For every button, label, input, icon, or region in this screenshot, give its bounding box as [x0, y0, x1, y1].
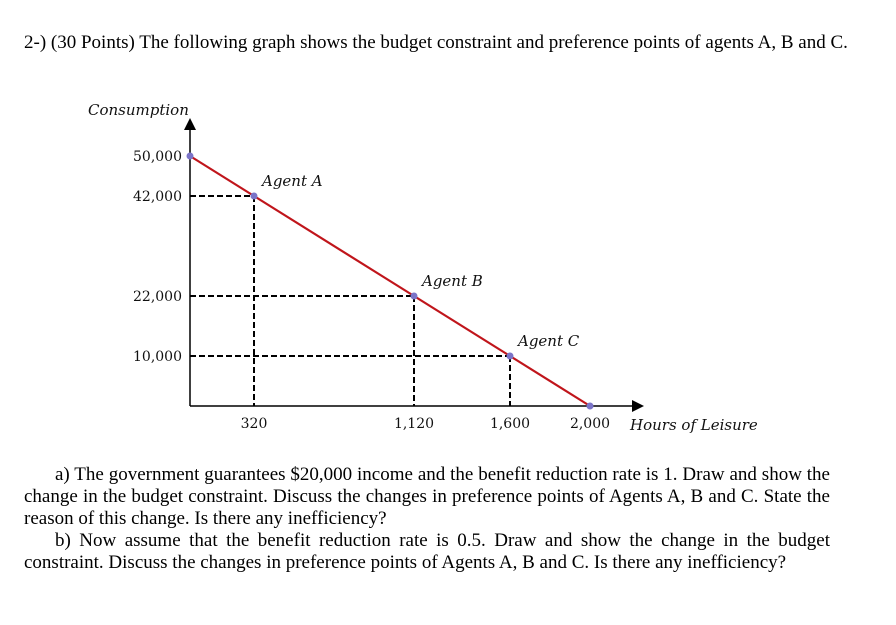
x-tick-label: 320 [240, 416, 268, 432]
agent-c-label: Agent C [518, 332, 580, 350]
agent-b-label: Agent B [422, 272, 483, 290]
x-tick-label: 2,000 [569, 416, 611, 432]
part-b-text: b) Now assume that the benefit reduction rate is 0.5. Draw and show the change in the budget constraint. Discuss the changes in preference points of Agents A, B and C. Is there any inefficiency? [24, 530, 830, 573]
y-tick-label: 50,000 [133, 149, 182, 165]
y-axis-title: Consumption [88, 101, 189, 119]
question-parts [24, 464, 830, 574]
agent-b-point [411, 293, 418, 300]
agent-c-point [507, 353, 514, 360]
x-tick-label: 1,600 [489, 416, 531, 432]
agent-a-label: Agent A [262, 172, 323, 190]
y-tick-label: 42,000 [133, 189, 182, 205]
part-a-text: a) The government guarantees $20,000 income and the benefit reduction rate is 1. Draw and show the change in the budget constraint. Discuss the changes in preference points of Agents A, B and C. State the reason of this change. Is there any inefficiency? [24, 464, 830, 529]
budget-x-intercept-marker [587, 403, 594, 410]
x-tick-label: 1,120 [393, 416, 435, 432]
agent-a-point [251, 193, 258, 200]
x-axis-title: Hours of Leisure [630, 416, 758, 434]
y-tick-label: 10,000 [133, 349, 182, 365]
budget-constraint-line [190, 156, 590, 406]
question-title: 2-) (30 Points) The following graph shows the budget constraint and preference points of agents A, B and C. [24, 32, 848, 53]
budget-y-intercept-marker [187, 153, 194, 160]
y-tick-label: 22,000 [133, 289, 182, 305]
